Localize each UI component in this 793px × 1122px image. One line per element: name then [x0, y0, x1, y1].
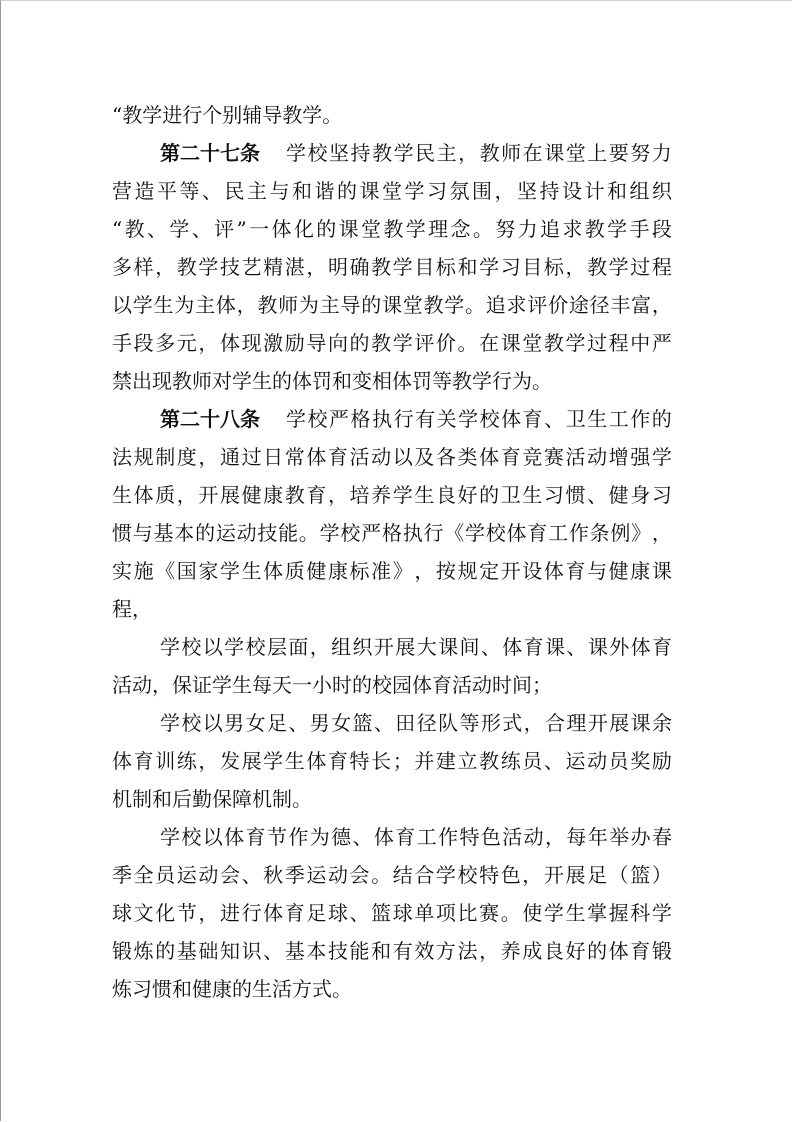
line-text: 学 校 严 格 执 行 有 关 学 校 体 育 、 卫 生 工 作 的: [286, 407, 672, 431]
line-text: 体 育 训 练 ， 发 展 学 生 体 育 特 长 ； 并 建 立 教 练 员 、 运 动 员 奖 励: [112, 749, 672, 773]
line-text: 禁出现教师对学生的体罚和变相体罚等教学行为。: [112, 369, 552, 393]
line-text: 活动，保证学生每天一小时的校园体育活动时间；: [112, 673, 552, 697]
text-line: [112, 400, 672, 438]
text-line: [112, 932, 672, 970]
line-text: 学 校 坚 持 教 学 民 主 ， 教 师 在 课 堂 上 要 努 力: [286, 141, 672, 165]
text-line: [112, 590, 672, 628]
text-line: [112, 818, 672, 856]
text-line: [112, 780, 672, 818]
document-body: [112, 96, 672, 1008]
line-text: 程，: [112, 597, 152, 621]
text-line: [112, 96, 672, 134]
text-line: [112, 704, 672, 742]
text-line: [112, 248, 672, 286]
line-text: “教学进行个别辅导教学。: [112, 103, 343, 127]
line-text: 学 校 以 学 校 层 面 ， 组 织 开 展 大 课 间 、 体 育 课 、 课 外 体 育: [160, 635, 672, 659]
text-line: [112, 552, 672, 590]
text-line: [112, 438, 672, 476]
line-text: 炼习惯和健康的生活方式。: [112, 977, 352, 1001]
line-text: 营 造 平 等 、 民 主 与 和 谐 的 课 堂 学 习 氛 围 ， 坚 持 设 计 和 组 织: [112, 179, 672, 203]
text-line: [112, 970, 672, 1008]
text-line: [112, 324, 672, 362]
text-line: [112, 856, 672, 894]
line-text: 以 学 生 为 主 体 ， 教 师 为 主 导 的 课 堂 教 学 。 追 求 评 价 途 径 丰 富 ，: [112, 293, 672, 317]
line-text: 学 校 以 男 女 足 、 男 女 篮 、 田 径 队 等 形 式 ， 合 理 开 展 课 余: [160, 711, 672, 735]
line-text: 学 校 以 体 育 节 作 为 德 、 体 育 工 作 特 色 活 动 ， 每 年 举 办 春: [160, 825, 672, 849]
text-line: [112, 476, 672, 514]
text-line: [112, 894, 672, 932]
text-line: [112, 210, 672, 248]
line-text: 球 文 化 节 ， 进 行 体 育 足 球 、 篮 球 单 项 比 赛 。 使 学 生 掌 握 科 学: [112, 901, 672, 925]
text-line: [112, 172, 672, 210]
article-heading: 第二十八条: [160, 407, 260, 431]
text-line: [112, 742, 672, 780]
text-line: [112, 514, 672, 552]
heading-gap: [260, 134, 286, 172]
article-heading: 第二十七条: [160, 141, 260, 165]
line-text: 惯 与 基 本 的 运 动 技 能 。 学 校 严 格 执 行 《 学 校 体 育 工 作 条 例 》 ，: [112, 521, 672, 545]
text-line: [112, 628, 672, 666]
line-text: 季 全 员 运 动 会 、 秋 季 运 动 会 。 结 合 学 校 特 色 ， 开 展 足 （ 篮 ）: [112, 863, 672, 887]
line-text: 法 规 制 度 ， 通 过 日 常 体 育 活 动 以 及 各 类 体 育 竞 赛 活 动 增 强 学: [112, 445, 672, 469]
line-text: 锻 炼 的 基 础 知 识 、 基 本 技 能 和 有 效 方 法 ， 养 成 良 好 的 体 育 锻: [112, 939, 672, 963]
text-line: [112, 286, 672, 324]
text-line: [112, 362, 672, 400]
line-text: 手 段 多 元 ， 体 现 激 励 导 向 的 教 学 评 价 。 在 课 堂 教 学 过 程 中 严: [112, 331, 672, 355]
line-text: 实 施 《 国 家 学 生 体 质 健 康 标 准 》 ， 按 规 定 开 设 体 育 与 健 康 课: [112, 559, 672, 583]
line-text: 机制和后勤保障机制。: [112, 787, 312, 811]
text-line: [112, 134, 672, 172]
line-text: 多 样 ， 教 学 技 艺 精 湛 ， 明 确 教 学 目 标 和 学 习 目 标 ， 教 学 过 程: [112, 255, 672, 279]
text-line: [112, 666, 672, 704]
line-text: 生 体 质 ， 开 展 健 康 教 育 ， 培 养 学 生 良 好 的 卫 生 习 惯 、 健 身 习: [112, 483, 672, 507]
heading-gap: [260, 400, 286, 438]
line-text: “ 教 、 学 、 评 ” 一 体 化 的 课 堂 教 学 理 念 。 努 力 追 求 教 学 手 段: [112, 217, 672, 241]
